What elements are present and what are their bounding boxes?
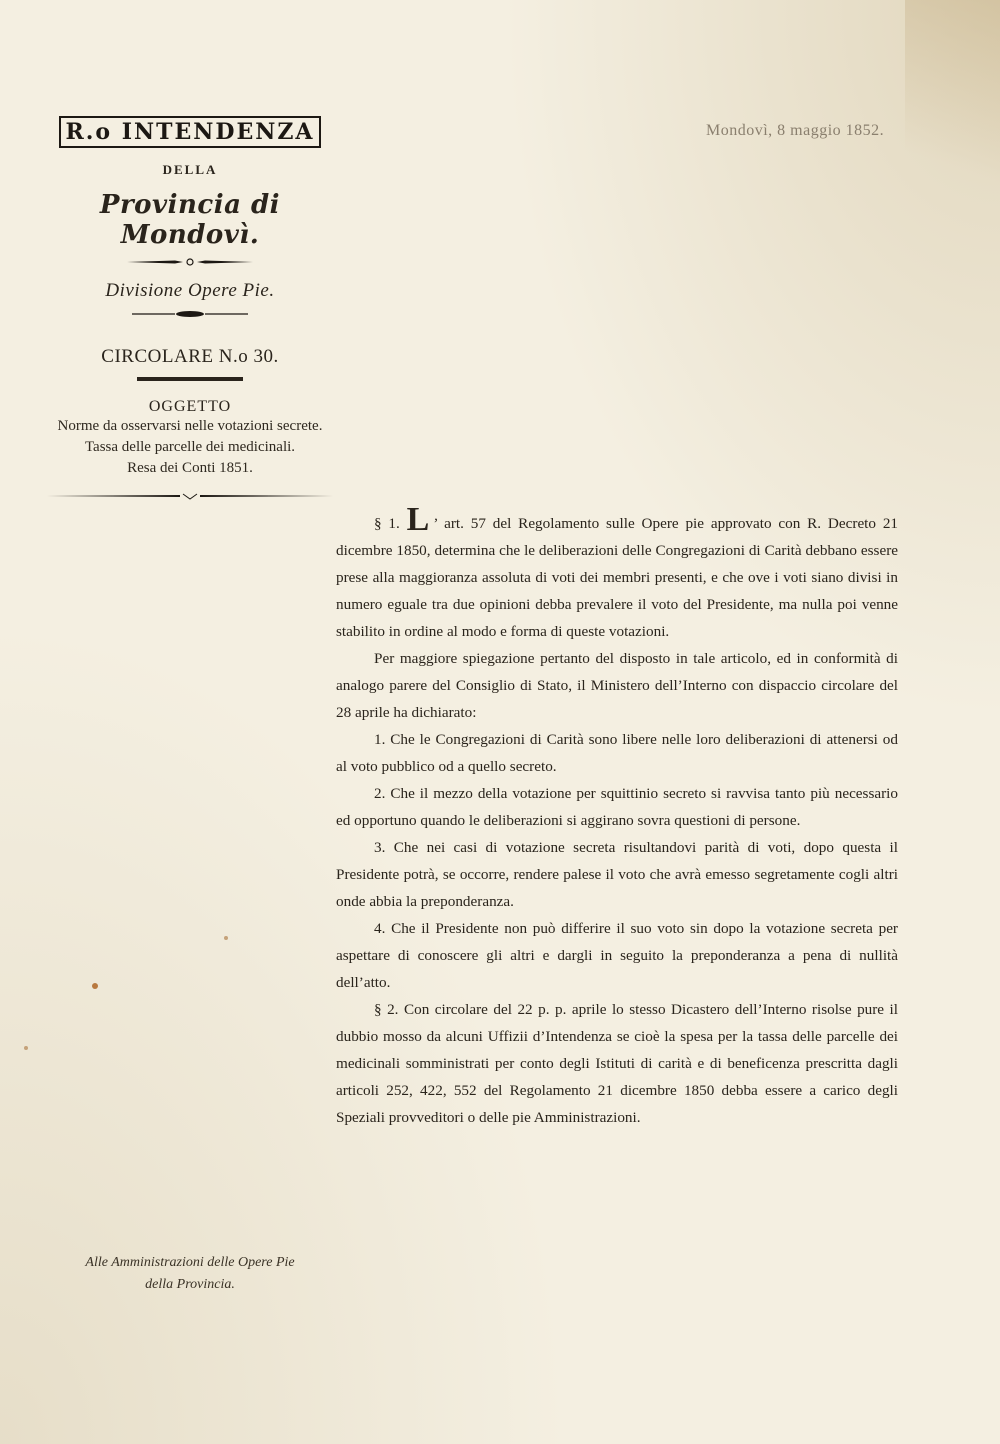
drop-cap: L [406, 501, 430, 538]
subject-line-1: Norme da osservarsi nelle votazioni secrete. [57, 418, 323, 434]
ornament-divider-2 [40, 310, 340, 318]
ornament-divider-4 [40, 491, 340, 499]
stain-speck [92, 983, 98, 989]
paragraph-section-2: § 2. Con circolare del 22 p. p. aprile lo stesso Dicastero dell’Interno risolse pure il dubbio mosso da alcuni Uffizii d’Intendenza se cioè la spesa per la tassa delle parcelle dei medicinali somministrati per conto degli Istituti di carità e di beneficenza prescritta dagli articoli 252, 422, 552 del Regolamento 21 dicembre 1850 debba essere a carico degli Speziali provveditori o delle pie Amministrazioni. [336, 1001, 898, 1126]
paragraph-2: Per maggiore spiegazione pertanto del disposto in tale articolo, ed in conformità di analogo parere del Consiglio di Stato, il Ministero dell’Interno con dispaccio circolare del 28 aprile ha dichiarato: [336, 650, 898, 721]
ornament-divider-1 [40, 258, 340, 266]
page-corner-fold [905, 0, 1000, 230]
circular-body [336, 501, 899, 1131]
province-title: Provincia di Mondovì. [99, 190, 281, 250]
paragraph-1-text: ’ art. 57 del Regolamento sulle Opere pie approvato con R. Decreto 21 dicembre 1850, determina che le deliberazioni delle Congregazioni di Carità debbano essere prese alla maggioranza assoluta di voti dei membri presenti, e che ove i voti siano divisi in numero eguale tra due opinioni debba prevalere il voto del Presidente, ma nulla poi venne stabilito in ordine al modo e forma di queste votazioni. [336, 515, 899, 640]
subject-label: OGGETTO [148, 398, 232, 415]
list-item-3: 3. Che nei casi di votazione secreta risultandovi parità di voti, dopo questa il Presidente potrà, se occorre, rendere palese il voto che avrà emesso segretamente cogli altri onde abbia la preponderanza. [336, 839, 898, 910]
intendenza-title: R.o INTENDENZA [40, 110, 340, 150]
paragraph-1 [336, 501, 899, 645]
stain-speck [24, 1046, 28, 1050]
della-label: DELLA [162, 162, 218, 177]
letterhead [40, 110, 340, 499]
section-1-marker: § 1. [374, 515, 400, 532]
list-item-4: 4. Che il Presidente non può differire il suo voto sin dopo la votazione secreta per aspettare di conoscere gli altri e dargli in seguito la preponderanza a pena di nullità dell’atto. [336, 920, 898, 991]
circular-number: CIRCOLARE N.o 30. [101, 346, 279, 367]
date-line: Mondovì, 8 maggio 1852. [706, 122, 885, 139]
division-title: Divisione Opere Pie. [105, 280, 275, 301]
subject-line-2: Tassa delle parcelle dei medicinali. [84, 439, 296, 455]
addressee-line-1: Alle Amministrazioni delle Opere Pie [85, 1255, 295, 1270]
ornament-divider-3 [40, 376, 340, 384]
subject-line-3: Resa dei Conti 1851. [127, 460, 253, 476]
addressee [40, 1252, 340, 1296]
list-item-1: 1. Che le Congregazioni di Carità sono libere nelle loro deliberazioni di attenersi od al voto pubblico od a quello secreto. [336, 731, 898, 775]
list-item-2: 2. Che il mezzo della votazione per squittinio secreto si ravvisa tanto più necessario ed opportuno quando le deliberazioni si aggirano sovra questioni di persone. [336, 785, 898, 829]
stain-speck [224, 936, 228, 940]
addressee-line-2: della Provincia. [145, 1277, 235, 1292]
